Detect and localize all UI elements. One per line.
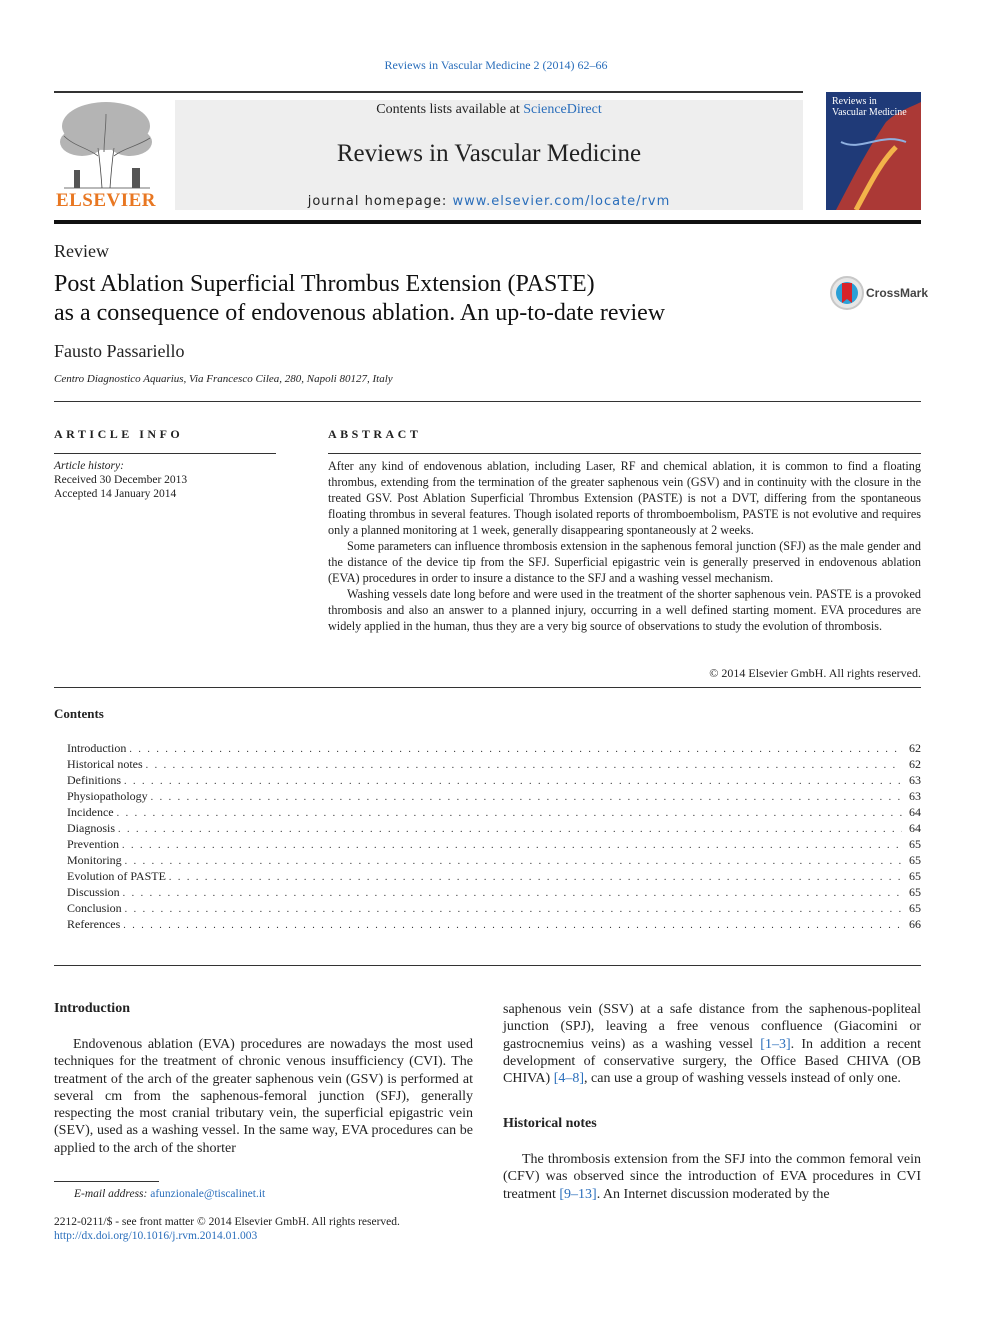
email-link[interactable]: afunzionale@tiscalinet.it <box>150 1188 266 1200</box>
abstract-paragraph-3: Washing vessels date long before and were used in the treatment of the shorter saphenous vein. PASTE is a provoked thrombosis and also an answer to a planned injury, occurring in a well defined starting moment. EVA procedures are widely applied in the human, thus they are a very big source of observations to study the evolution of thrombosis. <box>328 587 921 633</box>
toc-entry-page: 63 <box>909 773 921 787</box>
toc-row[interactable] <box>67 900 921 916</box>
article-title-line1: Post Ablation Superficial Thrombus Extension (PASTE) <box>54 271 595 297</box>
toc-entry-label[interactable]: Prevention <box>67 837 119 851</box>
toc-entry-page: 62 <box>909 757 921 771</box>
reference-link-4-8[interactable]: [4–8] <box>553 1071 585 1087</box>
toc-entry-page: 66 <box>909 917 921 931</box>
abstract-divider <box>54 687 921 688</box>
cover-title-line1: Reviews in <box>832 96 877 107</box>
historical-notes-paragraph <box>503 1151 921 1203</box>
toc-leader-dots <box>123 886 902 902</box>
hist-text-a: The thrombosis extension from the SFJ into the common femoral vein (CFV) was observed since the introduction of EVA procedures in CVI treatment <box>503 1152 921 1202</box>
article-title-line2: as a consequence of endovenous ablation. An up-to-date review <box>54 300 666 326</box>
toc-row[interactable] <box>67 852 921 868</box>
article-info-heading: ARTICLE INFO <box>54 427 184 441</box>
toc-entry-label[interactable]: Evolution of PASTE <box>67 869 166 883</box>
toc-leader-dots <box>151 790 902 806</box>
cover-title <box>832 96 907 118</box>
toc-row[interactable] <box>67 804 921 820</box>
toc-entry-page: 65 <box>909 837 921 851</box>
table-of-contents <box>67 740 921 932</box>
toc-entry-page: 64 <box>909 805 921 819</box>
toc-entry-label[interactable]: Historical notes <box>67 757 143 771</box>
crossmark-label[interactable]: CrossMark <box>866 286 929 300</box>
toc-entry-label[interactable]: Monitoring <box>67 853 122 867</box>
toc-entry-page: 64 <box>909 821 921 835</box>
contents-available-text: Contents lists available at <box>376 102 520 117</box>
article-history-label: Article history: <box>54 460 124 472</box>
header-bottom-rule <box>54 220 921 224</box>
historical-notes-heading: Historical notes <box>503 1116 597 1131</box>
title-divider <box>54 401 921 402</box>
toc-row[interactable] <box>67 916 921 932</box>
toc-entry-page: 65 <box>909 853 921 867</box>
intro-text-b: saphenous vein (SSV) at a safe distance from the saphenous-popliteal junction (SPJ), leaving a free venous confluence (Giacomini or gastrocnemius veins) as a washing vessel <box>503 1002 921 1052</box>
toc-leader-dots <box>123 918 902 934</box>
toc-leader-dots <box>124 774 902 790</box>
toc-entry-label[interactable]: Diagnosis <box>67 821 115 835</box>
journal-citation[interactable]: Reviews in Vascular Medicine 2 (2014) 62–66 <box>384 58 608 72</box>
homepage-link[interactable]: www.elsevier.com/locate/rvm <box>452 194 671 209</box>
toc-row[interactable] <box>67 836 921 852</box>
toc-row[interactable] <box>67 884 921 900</box>
cover-title-line2: Vascular Medicine <box>832 107 907 118</box>
introduction-paragraph-continued <box>503 1001 921 1087</box>
abstract-body <box>328 458 921 634</box>
received-date: Received 30 December 2013 <box>54 474 188 486</box>
body-column-right-bottom <box>503 1151 921 1203</box>
contents-available-line <box>175 102 803 118</box>
introduction-paragraph: Endovenous ablation (EVA) procedures are nowadays the most used techniques for the treatment of chronic venous insufficiency (CVI). The treatment of the arch of the greater saphenous vein (GSV) is performed at several cm from the saphenous-femoral junction (SFJ), generally respecting the most cranial tributary vein, the superficial epigastric vein (SEV), used as a washing vessel. In the same way, EVA procedures can be applied to the arch of the shorter <box>54 1037 473 1156</box>
toc-leader-dots <box>125 854 902 870</box>
homepage-label: journal homepage: <box>307 194 448 209</box>
contents-divider <box>54 965 921 966</box>
toc-leader-dots <box>146 758 902 774</box>
toc-entry-label[interactable]: Conclusion <box>67 901 122 915</box>
email-label: E-mail address: <box>74 1188 148 1200</box>
article-type: Review <box>54 241 109 261</box>
abstract-paragraph-1: After any kind of endovenous ablation, including Laser, RF and chemical ablation, it is common to find a floating thrombus, extending from the termination of the greater saphenous vein (GSV) and in continuity with the closure in the treated GSV. Post Ablation Superficial Thrombus Extension (PASTE) is not a DVT, differing from the spontaneous floating thrombus in several features. Though isolated reports of thromboembolism, PASTE is not evolutive and requires only a planned monitoring at 1 week, generally disappearing spontaneously at 2 weeks. <box>328 459 921 537</box>
header-top-rule <box>54 91 803 93</box>
toc-row[interactable] <box>67 868 921 884</box>
doi-link[interactable]: http://dx.doi.org/10.1016/j.rvm.2014.01.003 <box>54 1230 258 1242</box>
journal-cover-image[interactable] <box>826 92 921 210</box>
toc-row[interactable] <box>67 740 921 756</box>
toc-entry-label[interactable]: Incidence <box>67 805 114 819</box>
toc-row[interactable] <box>67 756 921 772</box>
toc-entry-label[interactable]: Definitions <box>67 773 121 787</box>
toc-row[interactable] <box>67 788 921 804</box>
toc-entry-label[interactable]: Physiopathology <box>67 789 148 803</box>
article-title <box>54 270 794 328</box>
article-info-rule <box>54 453 276 454</box>
abstract-copyright: © 2014 Elsevier GmbH. All rights reserved. <box>709 666 921 680</box>
toc-leader-dots <box>125 902 902 918</box>
toc-leader-dots <box>118 822 902 838</box>
toc-leader-dots <box>117 806 902 822</box>
contents-heading: Contents <box>54 706 104 721</box>
elsevier-wordmark: ELSEVIER <box>55 190 157 211</box>
abstract-rule <box>328 453 921 454</box>
intro-text-d: , can use a group of washing vessels instead of only one. <box>584 1071 901 1087</box>
author-affiliation: Centro Diagnostico Aquarius, Via Francesco Cilea, 280, Napoli 80127, Italy <box>54 373 393 385</box>
toc-entry-page: 62 <box>909 741 921 755</box>
toc-row[interactable] <box>67 772 921 788</box>
footnote-rule <box>54 1181 159 1182</box>
introduction-heading: Introduction <box>54 1001 130 1016</box>
accepted-date: Accepted 14 January 2014 <box>54 488 177 500</box>
reference-link-9-13[interactable]: [9–13] <box>559 1186 597 1202</box>
toc-entry-page: 63 <box>909 789 921 803</box>
abstract-heading: ABSTRACT <box>328 427 422 441</box>
body-column-right-top <box>503 1001 921 1087</box>
reference-link-1-3[interactable]: [1–3] <box>760 1036 791 1052</box>
toc-entry-label[interactable]: Introduction <box>67 741 127 755</box>
footnote-email <box>74 1188 265 1200</box>
hist-text-b: . An Internet discussion moderated by the <box>596 1186 830 1202</box>
journal-title: Reviews in Vascular Medicine <box>336 140 642 167</box>
toc-entry-page: 65 <box>909 901 921 915</box>
toc-leader-dots <box>129 742 902 758</box>
toc-entry-page: 65 <box>909 885 921 899</box>
toc-entry-page: 65 <box>909 869 921 883</box>
toc-entry-label[interactable]: Discussion <box>67 885 120 899</box>
toc-leader-dots <box>122 838 902 854</box>
toc-leader-dots <box>169 870 902 886</box>
journal-homepage-line <box>175 194 803 209</box>
sciencedirect-link[interactable]: ScienceDirect <box>523 102 602 117</box>
intro-text-c: . In addition a recent development of conservative surgery, the Office Based CHIVA (OB CHIVA) <box>503 1036 922 1087</box>
author-name: Fausto Passariello <box>54 341 185 361</box>
toc-entry-label[interactable]: References <box>67 917 121 931</box>
toc-row[interactable] <box>67 820 921 836</box>
issn-line: 2212-0211/$ - see front matter © 2014 Elsevier GmbH. All rights reserved. <box>54 1216 400 1228</box>
abstract-paragraph-2: Some parameters can influence thrombosis extension in the saphenous femoral junction (SFJ) as the male gender and the distance of the device tip from the SFJ. Superficial epigastric vein is generally preserved in endovenous ablation (EVA) procedures in order to insure a distance to the SFJ and a washing vessel mechanism. <box>328 539 921 585</box>
body-column-left <box>54 1036 473 1157</box>
